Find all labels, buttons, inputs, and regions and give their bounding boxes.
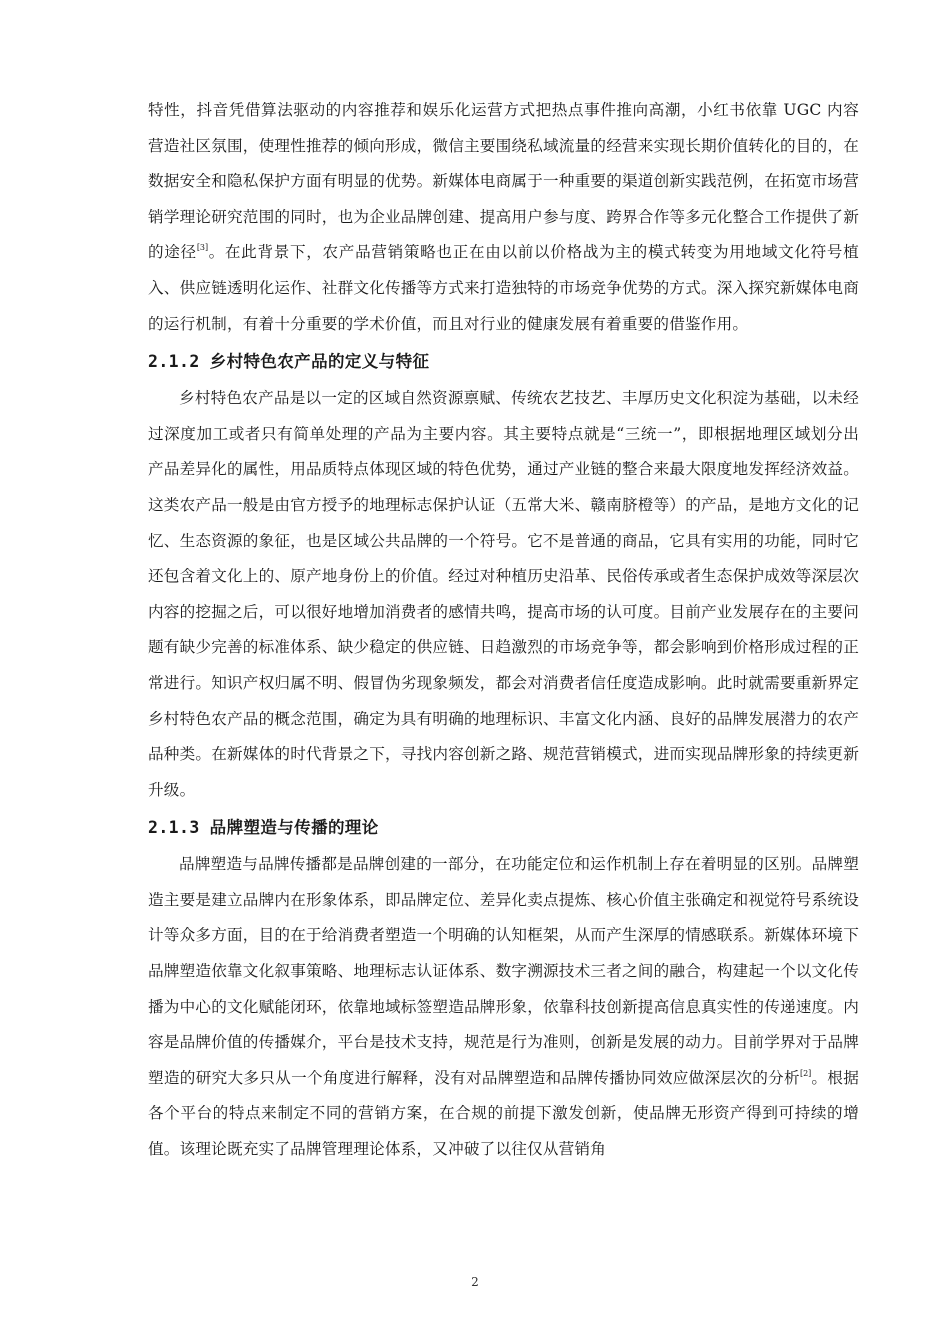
paragraph-text: 特性，抖音凭借算法驱动的内容推荐和娱乐化运营方式把热点事件推向高潮，小红书依靠 UGC 内容营造社区氛围，使理性推荐的倾向形成，微信主要围绕私域流量的经营来实现长期价值转化的目的，在数据安全和隐私保护方面有明显的优势。新媒体电商属于一种重要的渠道创新实践范例，在拓宽市场营销学理论研究范围的同时，也为企业品牌创建、提高用户参与度、跨界合作等多元化整合工作提供了新的途径 (148, 101, 859, 262)
section-heading-2-1-2 (148, 342, 859, 381)
paragraph-text: 乡村特色农产品是以一定的区域自然资源禀赋、传统农艺技艺、丰厚历史文化积淀为基础，以未经过深度加工或者只有简单处理的产品为主要内容。其主要特点就是“三统一”，即根据地理区域划分出产品差异化的属性，用品质特点体现区域的特色优势，通过产业链的整合来最大限度地发挥经济效益。这类农产品一般是由官方授予的地理标志保护认证（五常大米、赣南脐橙等）的产品，是地方文化的记忆、生态资源的象征，也是区域公共品牌的一个符号。它不是普通的商品，它具有实用的功能，同时它还包含着文化上的、原产地身份上的价值。经过对种植历史沿革、民俗传承或者生态保护成效等深层次内容的挖掘之后，可以很好地增加消费者的感情共鸣，提高市场的认可度。目前产业发展存在的主要问题有缺少完善的标准体系、缺少稳定的供应链、日趋激烈的市场竞争等，都会影响到价格形成过程的正常进行。知识产权归属不明、假冒伪劣现象频发，都会对消费者信任度造成影响。此时就需要重新界定乡村特色农产品的概念范围，确定为具有明确的地理标识、丰富文化内涵、良好的品牌发展潜力的农产品种类。在新媒体的时代背景之下，寻找内容创新之路、规范营销模式，进而实现品牌形象的持续更新升级。 (148, 389, 859, 799)
body-paragraph (148, 93, 859, 342)
page-number: 2 (471, 1275, 479, 1289)
body-paragraph (148, 847, 859, 1167)
body-paragraph (148, 381, 859, 808)
citation-reference[interactable]: [2] (799, 1068, 812, 1078)
paragraph-text: 品牌塑造与品牌传播都是品牌创建的一部分，在功能定位和运作机制上存在着明显的区别。品牌塑造主要是建立品牌内在形象体系，即品牌定位、差异化卖点提炼、核心价值主张确定和视觉符号系统设计等众多方面，目的在于给消费者塑造一个明确的认知框架，从而产生深厚的情感联系。新媒体环境下品牌塑造依靠文化叙事策略、地理标志认证体系、数字溯源技术三者之间的融合，构建起一个以文化传播为中心的文化赋能闭环，依靠地域标签塑造品牌形象，依靠科技创新提高信息真实性的传递速度。内容是品牌价值的传播媒介，平台是技术支持，规范是行为准则，创新是发展的动力。目前学界对于品牌塑造的研究大多只从一个角度进行解释，没有对品牌塑造和品牌传播协同效应做深层次的分析 (148, 855, 859, 1087)
section-title: 乡村特色农产品的定义与特征 (209, 352, 430, 372)
section-heading-2-1-3 (148, 808, 859, 847)
section-title: 品牌塑造与传播的理论 (209, 818, 379, 838)
section-number: 2.1.2 (148, 352, 200, 372)
paragraph-text: 。在此背景下，农产品营销策略也正在由以前以价格战为主的模式转变为用地域文化符号植入、供应链透明化运作、社群文化传播等方式来打造独特的市场竞争优势的方式。深入探究新媒体电商的运行机制，有着十分重要的学术价值，而且对行业的健康发展有着重要的借鉴作用。 (148, 243, 859, 333)
paragraph-text: 。根据各个平台的特点来制定不同的营销方案，在合规的前提下激发创新，使品牌无形资产得到可持续的增值。该理论既充实了品牌管理理论体系，又冲破了以往仅从营销角 (148, 1068, 860, 1159)
document-body (148, 93, 859, 1168)
section-number: 2.1.3 (148, 818, 200, 838)
citation-reference[interactable]: [3] (196, 243, 209, 253)
